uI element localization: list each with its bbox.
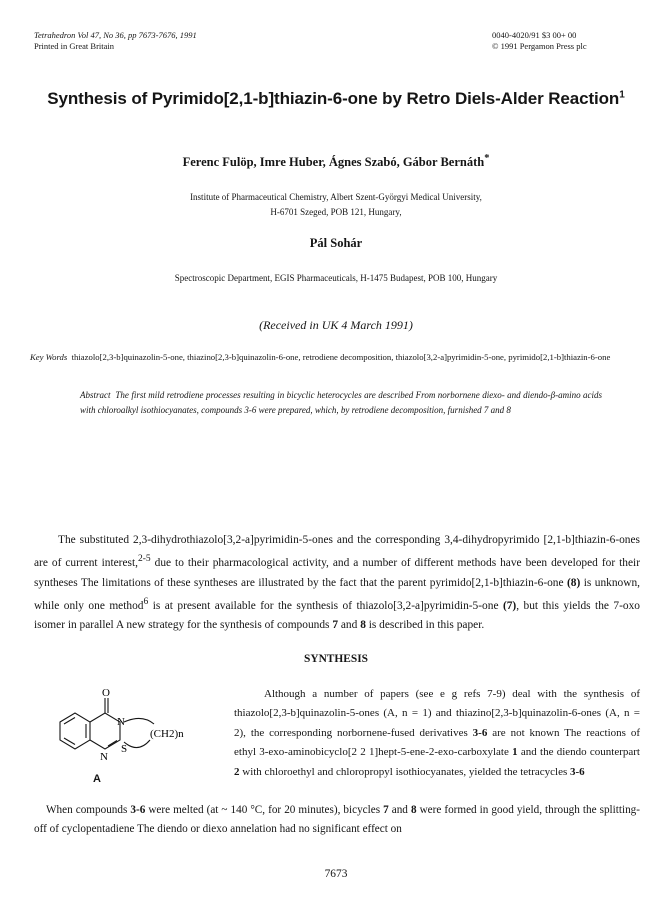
synthesis-paragraph: Although a number of papers (see e g refs 7-9) deal with the synthesis of thiazolo[2,3-b]quinazolin-5-ones (A, n = 1) and thiazino[2,3-b]quinazolin-6-ones (A, n = 2), the corresponding norbornene-fused derivatives 3-6 are not known The reactions of ethyl 3-exo-aminobicyclo[2 2 1]hept-5-ene-2-exo-carboxylate 1 and the diendo counterpart 2 with chloroethyl and chloropropyl isothiocyanates, yielded the tetracycles 3-6: [234, 688, 640, 778]
affiliation-1: [0, 190, 672, 220]
abstract-label: Abstract: [80, 390, 111, 400]
title-footnote-mark: 1: [619, 89, 625, 101]
authors-text: Ferenc Fulöp, Imre Huber, Ágnes Szabó, Gábor Bernáth: [182, 155, 485, 170]
journal-header: [34, 30, 197, 52]
copyright-line: © 1991 Pergamon Press plc: [492, 41, 587, 51]
atom-n-lower: N: [100, 751, 108, 763]
abstract: [80, 388, 602, 417]
keywords-label: Key Words: [30, 352, 68, 362]
author-list: [0, 153, 672, 170]
structure-label: A: [93, 773, 101, 785]
structure-a-figure: [42, 680, 212, 790]
affiliation-1-line-1: Institute of Pharmaceutical Chemistry, Albert Szent-Györgyi Medical University,: [190, 192, 482, 202]
corresponding-mark: *: [484, 153, 490, 164]
melting-paragraph: When compounds 3-6 were melted (at ~ 140 °C, for 20 minutes), bicycles 7 and 8 were formed in good yield, through the splitting-off of cyclopentadiene The diendo or diexo annelation had no significant effect on: [34, 804, 640, 836]
journal-citation: Tetrahedron Vol 47, No 36, pp 7673-7676, 1991: [34, 30, 197, 40]
section-heading: SYNTHESIS: [304, 653, 368, 665]
atom-o: O: [102, 687, 110, 699]
affiliation-1-line-2: H-6701 Szeged, POB 121, Hungary,: [270, 207, 402, 217]
keywords: [30, 350, 646, 364]
price-header: [492, 30, 587, 52]
paper-title: [20, 89, 652, 109]
title-text: Synthesis of Pyrimido[2,1-b]thiazin-6-one by Retro Diels-Alder Reaction: [47, 89, 620, 108]
chain-label: (CH2)n: [150, 728, 184, 740]
atom-n-upper: N: [117, 716, 125, 728]
price-line: 0040-4020/91 $3 00+ 00: [492, 30, 577, 40]
affiliation-2: Spectroscopic Department, EGIS Pharmaceuticals, H-1475 Budapest, POB 100, Hungary: [174, 273, 498, 283]
intro-paragraph: The substituted 2,3-dihydrothiazolo[3,2-a]pyrimidin-5-ones and the corresponding 3,4-dihydropyrimido [2,1-b]thiazin-6-ones are of current interest,$^{2-5}$ due to their pharmacological activity, and a number of different methods have been developed for their syntheses The limitations of these syntheses are illustrated by the fact that the parent pyrimido[2,1-b]thiazin-6-one (8) is unknown, while only one method$^6$ is at present available for the synthesis of thiazolo[3,2-a]pyrimidin-5-one (7), but this yields the 7-oxo isomer in parallel A new strategy for the synthesis of compounds 7 and 8 is described in this paper.: [34, 534, 641, 632]
keywords-text: thiazolo[2,3-b]quinazolin-5-one, thiazino[2,3-b]quinazolin-6-one, retrodiene decomposition, thiazolo[3,2-a]pyrimidin-5-one, pyrimido[2,1-b]thiazin-6-one: [71, 352, 611, 362]
page-number: 7673: [324, 868, 348, 880]
atom-s: S: [121, 743, 128, 755]
received-date: (Received in UK 4 March 1991): [259, 318, 413, 332]
second-author: Pál Sohár: [309, 236, 363, 250]
printed-in: Printed in Great Britain: [34, 41, 115, 51]
abstract-text: The first mild retrodiene processes resulting in bicyclic heterocycles are described From norbornene diexo- and diendo-β-amino acids with chloroalkyl isothiocyanates, compounds 3-6 were prepared, which, by retrodiene decomposition, furnished 7 and 8: [80, 390, 603, 415]
